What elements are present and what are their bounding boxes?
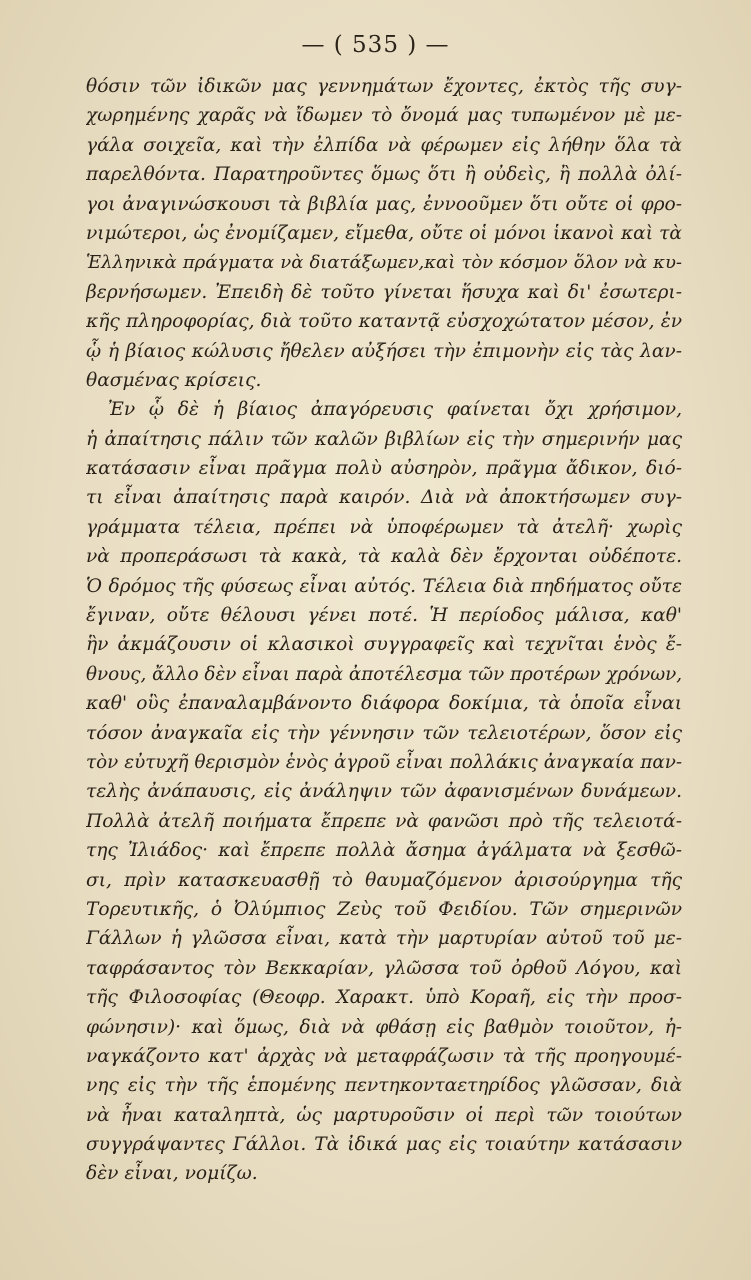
text-line: Ὁ δρόμος τῆς φύσεως εἶναι αὐτός. Τέλεια διὰ πηδήματος οὔτε [86, 575, 682, 597]
text-line: τι εἶναι ἀπαίτησις παρὰ καιρόν. Διὰ νὰ ἀποκτήσωμεν συγ- [86, 487, 682, 509]
text-line: Ἑλληνικὰ πράγματα νὰ διατάξωμεν,καὶ τὸν κόσμον ὅλον νὰ κυ- [86, 252, 682, 274]
text-line: της Ἰλιάδος· καὶ ἔπρεπε πολλὰ ἄσημα ἀγάλματα νὰ ξεσθῶ- [86, 840, 682, 862]
text-line: τελὴς ἀνάπαυσις, εἰς ἀνάληψιν τῶν ἀφανισμένων δυνάμεων. [86, 781, 682, 803]
text-line: γράμματα τέλεια, πρέπει νὰ ὑποφέρωμεν τὰ ἀτελῆ· χωρὶς [86, 516, 682, 538]
text-line: θόσιν τῶν ἰδικῶν μας γεννημάτων ἔχοντες, ἐκτὸς τῆς συγ- [86, 76, 682, 97]
text-line: ἡ ἀπαίτησις πάλιν τῶν καλῶν βιβλίων εἰς τὴν σημερινήν μας [86, 428, 682, 450]
text-line: νὰ προπεράσωσι τὰ κακὰ, τὰ καλὰ δὲν ἔρχονται οὐδέποτε. [86, 546, 682, 568]
text-line: ταφράσαντος τὸν Βεκκαρίαν, γλῶσσα τοῦ ὀρθοῦ Λόγου, καὶ [86, 957, 682, 979]
text-line: Πολλὰ ἀτελῆ ποιήματα ἔπρεπε νὰ φανῶσι πρὸ τῆς τελειοτά- [86, 810, 682, 832]
text-line: κατάσασιν εἶναι πρᾶγμα πολὺ αὐσηρὸν, πρᾶγμα ἄδικον, διό- [86, 458, 682, 480]
text-line: παρελθόντα. Παρατηροῦντες ὅμως ὅτι ἢ οὐδεὶς, ἢ πολλὰ ὀλί- [86, 164, 682, 186]
text-line: ἣν ἀκμάζουσιν οἱ κλασικοὶ συγγραφεῖς καὶ τεχνῖται ἑνὸς ἔ- [86, 634, 682, 656]
text-line: γοι ἀναγινώσκουσι τὰ βιβλία μας, ἐννοοῦμεν ὅτι οὔτε οἱ φρο- [86, 193, 682, 215]
text-line: νης εἰς τὴν τῆς ἑπομένης πεντηκονταετηρίδος γλῶσσαν, διὰ [86, 1075, 682, 1097]
text-line: νὰ ἦναι καταληπτὰ, ὡς μαρτυροῦσιν οἱ περὶ τῶν τοιούτων [86, 1104, 682, 1126]
text-line: χωρημένης χαρᾶς νὰ ἴδωμεν τὸ ὄνομά μας τυπωμένον μὲ με- [86, 105, 682, 127]
body-text [86, 72, 682, 1189]
text-line: Τορευτικῆς, ὁ Ὀλύμπιος Ζεὺς τοῦ Φειδίου. Τῶν σημερινῶν [86, 898, 682, 920]
text-line: κῆς πληροφορίας, διὰ τοῦτο καταντᾷ εὐσχοχώτατον μέσον, ἐν [86, 311, 682, 333]
text-line: ναγκάζοντο κατ' ἀρχὰς νὰ μεταφράζωσιν τὰ τῆς προηγουμέ- [86, 1045, 682, 1067]
text-line: συγγράψαντες Γάλλοι. Τὰ ἰδικά μας εἰς τοιαύτην κατάσασιν [86, 1134, 682, 1156]
text-line: θνους, ἄλλο δὲν εἶναι παρὰ ἀποτέλεσμα τῶν προτέρων χρόνων, [86, 663, 682, 685]
text-line: θασμένας κρίσεις. [86, 369, 262, 391]
text-line: τόσον ἀναγκαῖα εἰς τὴν γέννησιν τῶν τελειοτέρων, ὅσον εἰς [86, 722, 682, 744]
text-line: φώνησιν)· καὶ ὅμως, διὰ νὰ φθάσῃ εἰς βαθμὸν τοιοῦτον, ἠ- [86, 1016, 682, 1038]
text-line: Γάλλων ἡ γλῶσσα εἶναι, κατὰ τὴν μαρτυρίαν αὐτοῦ τοῦ με- [86, 928, 682, 950]
text-line: ᾧ ἡ βίαιος κώλυσις ἤθελεν αὐξήσει τὴν ἐπιμονὴν εἰς τὰς λαν- [86, 340, 682, 362]
text-line: ἔγιναν, οὔτε θέλουσι γένει ποτέ. Ἡ περίοδος μάλισα, καθ' [86, 605, 682, 627]
text-line: γάλα σοιχεῖα, καὶ τὴν ἐλπίδα νὰ φέρωμεν εἰς λήθην ὅλα τὰ [86, 134, 682, 156]
text-line: σι, πρὶν κατασκευασθῇ τὸ θαυμαζόμενον ἀρισούργημα τῆς [86, 869, 682, 891]
text-line: Ἐν ᾧ δὲ ἡ βίαιος ἀπαγόρευσις φαίνεται ὄχι χρήσιμον, [108, 399, 682, 421]
text-line: δὲν εἶναι, νομίζω. [86, 1163, 258, 1185]
text-line: νιμώτεροι, ὡς ἐνομίζαμεν, εἴμεθα, οὔτε οἱ μόνοι ἱκανοὶ καὶ τὰ [86, 222, 682, 244]
page-number: — ( 535 ) — [301, 32, 450, 58]
text-line: τῆς Φιλοσοφίας (Θεοφρ. Χαρακτ. ὑπὸ Κοραῆ, εἰς τὴν προσ- [86, 987, 682, 1009]
text-line: τὸν εὐτυχῆ θερισμὸν ἑνὸς ἀγροῦ εἶναι πολλάκις ἀναγκαία παν- [86, 751, 682, 773]
text-line: καθ' οὓς ἐπαναλαμβάνοντο διάφορα δοκίμια, τὰ ὁποῖα εἶναι [86, 693, 682, 715]
text-line: βερνήσωμεν. Ἐπειδὴ δὲ τοῦτο γίνεται ἥσυχα καὶ δι' ἐσωτερι- [86, 281, 682, 303]
